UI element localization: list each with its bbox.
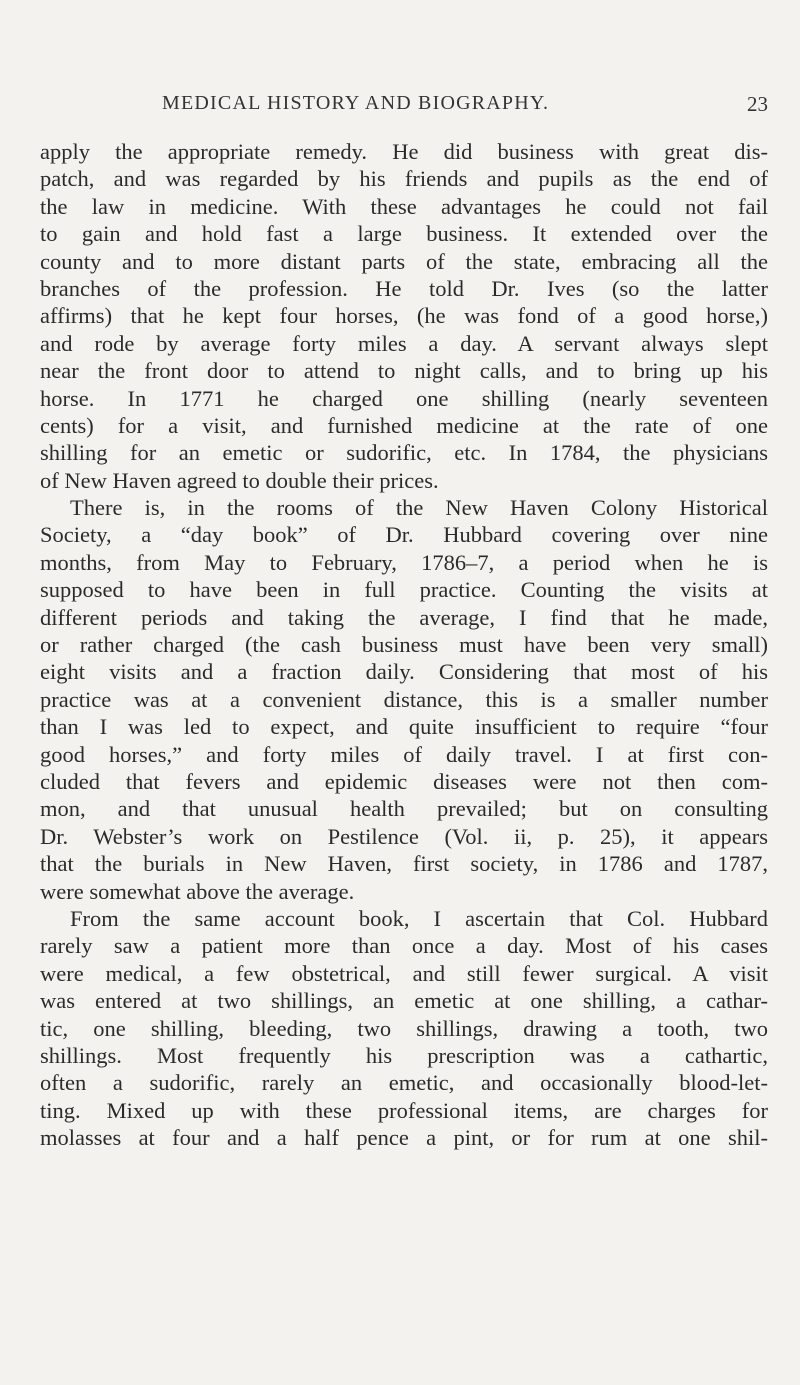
text-line: than I was led to expect, and quite insufficient to require “four [40,714,768,740]
text-line: rarely saw a patient more than once a day. Most of his cases [40,933,768,959]
text-line: Society, a “day book” of Dr. Hubbard covering over nine [40,522,768,548]
text-line: ting. Mixed up with these professional items, are charges for [40,1097,768,1123]
body-text [40,138,768,1151]
text-line: shillings. Most frequently his prescription was a cathartic, [40,1042,768,1068]
text-line: county and to more distant parts of the state, embracing all the [40,248,768,274]
text-line: cluded that fevers and epidemic diseases were not then com- [40,768,768,794]
text-line: supposed to have been in full practice. Counting the visits at [40,577,768,603]
text-line: apply the appropriate remedy. He did business with great dis- [40,139,768,164]
text-line: affirms) that he kept four horses, (he was fond of a good horse,) [40,303,768,329]
text-line: the law in medicine. With these advantages he could not fail [40,193,768,219]
text-line: often a sudorific, rarely an emetic, and occasionally blood-let- [40,1070,768,1096]
running-head: MEDICAL HISTORY AND BIOGRAPHY. [162,92,550,114]
text-line: months, from May to February, 1786–7, a period when he is [40,549,768,575]
text-line: was entered at two shillings, an emetic at one shilling, a cathar- [40,988,768,1014]
text-line: of New Haven agreed to double their prices. [40,467,439,493]
paragraph-3 [40,905,768,1152]
text-line: branches of the profession. He told Dr. Ives (so the latter [40,275,768,301]
paragraph-2 [40,494,768,905]
text-line: mon, and that unusual health prevailed; but on consulting [40,796,768,822]
text-line: patch, and was regarded by his friends and pupils as the end of [40,166,768,192]
text-line: There is, in the rooms of the New Haven Colony Historical [70,495,768,521]
text-line: different periods and taking the average, I find that he made, [40,604,768,630]
page-header [40,92,768,122]
text-line: horse. In 1771 he charged one shilling (nearly seventeen [40,385,768,411]
text-line: or rather charged (the cash business must have been very small) [40,632,768,658]
text-line: good horses,” and forty miles of daily travel. I at first con- [40,741,768,767]
text-line: and rode by average forty miles a day. A servant always slept [40,330,768,356]
text-line: shilling for an emetic or sudorific, etc. In 1784, the physicians [40,440,768,466]
text-line: Dr. Webster’s work on Pestilence (Vol. ii, p. 25), it appears [40,823,768,849]
paragraph-1 [40,138,768,494]
text-line: were medical, a few obstetrical, and still fewer surgical. A visit [40,960,768,986]
text-line: From the same account book, I ascertain that Col. Hubbard [70,905,768,931]
text-line: eight visits and a fraction daily. Considering that most of his [40,659,768,685]
text-line: practice was at a convenient distance, this is a smaller number [40,686,768,712]
text-line: that the burials in New Haven, first society, in 1786 and 1787, [40,851,768,877]
text-line: near the front door to attend to night calls, and to bring up his [40,358,768,384]
text-line: molasses at four and a half pence a pint, or for rum at one shil- [40,1125,768,1151]
text-line: were somewhat above the average. [40,878,355,904]
text-line: cents) for a visit, and furnished medicine at the rate of one [40,412,768,438]
text-line: to gain and hold fast a large business. It extended over the [40,221,768,247]
text-line: tic, one shilling, bleeding, two shillings, drawing a tooth, two [40,1015,768,1041]
page-number: 23 [747,92,768,116]
